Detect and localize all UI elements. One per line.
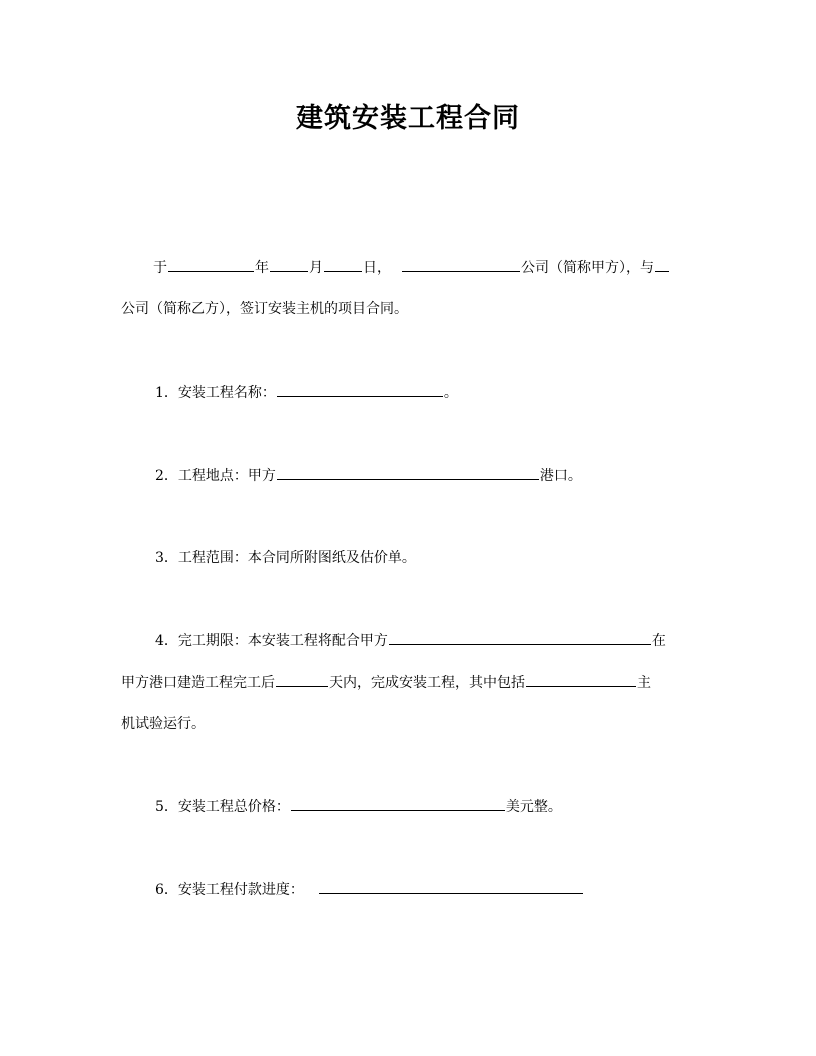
blank-coordinate[interactable] [389,629,651,645]
item-4-line2-c: 主 [637,675,651,691]
blank-party-a[interactable] [402,256,520,272]
blank-port[interactable] [277,464,539,480]
item-4-line2-b: 天内，完成安装工程，其中包括 [329,675,525,691]
blank-includes[interactable] [526,671,636,687]
intro-yue: 月 [309,260,323,276]
blank-day[interactable] [324,256,362,272]
blank-payment-schedule[interactable] [319,878,583,894]
item-3 [155,547,416,569]
item-1-suffix: 。 [443,385,458,401]
item-4-line2-a: 甲方港口建造工程完工后 [121,675,275,691]
item-2 [155,464,582,486]
item-4-zai: 在 [651,633,666,649]
item-5-suffix: 美元整。 [505,799,562,815]
blank-party-b[interactable] [655,256,669,272]
document-title: 建筑安装工程合同 [296,103,520,134]
item-6-label: 6．安装工程付款进度： [155,882,304,898]
item-4-line-3 [121,713,205,735]
item-5 [155,795,562,817]
item-3-label: 3．工程范围：本合同所附图纸及估价单。 [155,550,416,566]
intro-line-2 [121,298,408,320]
item-4-line-1 [155,629,666,651]
intro-company-b: 公司（简称乙方），签订安装主机的项目合同。 [121,301,408,317]
intro-yu: 于 [153,260,167,276]
blank-month[interactable] [270,256,308,272]
blank-total-price[interactable] [291,795,505,811]
item-4-line-2 [121,671,651,693]
item-4-line3: 机试验运行。 [121,716,205,732]
item-4-label: 4．完工期限：本安装工程将配合甲方 [155,633,388,649]
blank-project-name[interactable] [277,381,443,397]
intro-company-a: 公司（简称甲方），与 [521,260,654,276]
intro-line-1 [121,256,670,278]
item-2-suffix: 港口。 [539,468,582,484]
blank-days[interactable] [276,671,328,687]
item-2-label: 2．工程地点：甲方 [155,468,276,484]
intro-ri: 日， [363,260,391,276]
item-6 [155,878,584,900]
intro-nian: 年 [255,260,269,276]
blank-year[interactable] [168,256,254,272]
item-1 [155,381,458,403]
item-1-label: 1．安装工程名称： [155,385,276,401]
item-5-label: 5．安装工程总价格： [155,799,290,815]
